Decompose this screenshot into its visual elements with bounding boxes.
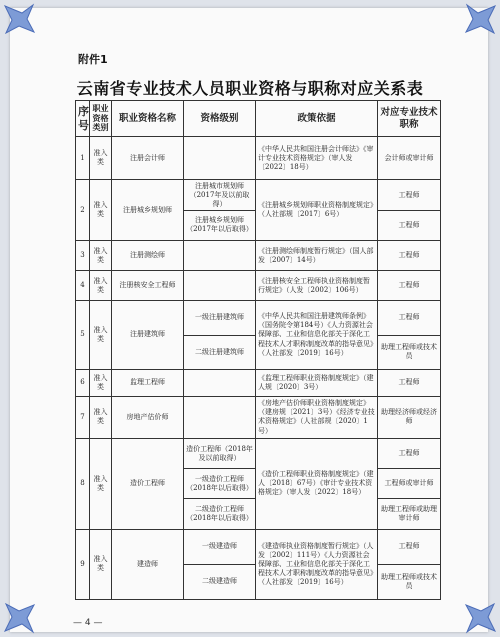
row-title: 工程师: [378, 271, 441, 301]
row-level: [184, 369, 256, 396]
table-row: [76, 137, 441, 180]
row-level: 二级造价工程师（2018年以后取得）: [184, 499, 256, 529]
row-seq: 9: [76, 529, 90, 600]
row-policy-basis: 《房地产估价师职业资格制度规定》（建房规〔2021〕3号）《经济专业技术资格规定》（人社部规〔2020〕1号）: [256, 396, 378, 438]
row-title: 助理工程师或助理审计师: [378, 499, 441, 529]
header-category: 职业资格类别: [90, 101, 112, 137]
row-level: 二级建造师: [184, 564, 256, 599]
page-number: — 4 —: [73, 618, 103, 628]
header-title-correspondence: 对应专业技术职称: [378, 101, 441, 137]
row-level: [184, 271, 256, 301]
row-level: 一级注册建筑师: [184, 301, 256, 335]
row-qualification-name: 注册城乡规划师: [112, 180, 184, 241]
row-level: 注册城乡规划师（2017年以后取得）: [184, 210, 256, 240]
row-policy-basis: 《中华人民共和国注册建筑师条例》（国务院令第184号）《人力资源社会保障部、工业和信息化部关于深化工程技术人才职称制度改革的指导意见》（人社部发〔2019〕16号）: [256, 301, 378, 369]
row-policy-basis: 《造价工程师职业资格制度规定》（建人〔2018〕67号）《审计专业技术资格规定》（审人发〔2022〕18号）: [256, 439, 378, 529]
row-title: 工程师: [378, 529, 441, 564]
row-title: 助理经济师或经济师: [378, 396, 441, 438]
row-title: 工程师: [378, 439, 441, 469]
row-qualification-name: 建造师: [112, 529, 184, 600]
row-seq: 5: [76, 301, 90, 369]
header-seq: 序号: [76, 101, 90, 137]
row-policy-basis: 《建造师执业资格制度暂行规定》（人发〔2002〕111号）《人力资源社会保障部、工业和信息化部关于深化工程技术人才职称制度改革的指导意见》（人社部发〔2019〕16号）: [256, 529, 378, 600]
row-category: 准入类: [90, 439, 112, 529]
row-title: 工程师: [378, 301, 441, 335]
row-title: 工程师或审计师: [378, 469, 441, 499]
row-level: 一级建造师: [184, 529, 256, 564]
row-title: 会计师或审计师: [378, 137, 441, 180]
table-row: [76, 396, 441, 438]
page-title: 云南省专业技术人员职业资格与职称对应关系表: [76, 79, 424, 98]
row-seq: 8: [76, 439, 90, 529]
attachment-label: 附件1: [78, 53, 108, 66]
row-qualification-name: 注册建筑师: [112, 301, 184, 369]
row-qualification-name: 监理工程师: [112, 369, 184, 396]
row-qualification-name: 注册核安全工程师: [112, 271, 184, 301]
table-row: [76, 241, 441, 271]
row-category: 准入类: [90, 301, 112, 369]
header-level: 资格级别: [184, 101, 256, 137]
row-qualification-name: 房地产估价师: [112, 396, 184, 438]
row-title: 助理工程师或技术员: [378, 335, 441, 369]
table-row: [76, 180, 441, 210]
row-title: 工程师: [378, 210, 441, 240]
row-category: 准入类: [90, 369, 112, 396]
table-header-row: [76, 101, 441, 137]
row-qualification-name: 造价工程师: [112, 439, 184, 529]
row-policy-basis: 《注册核安全工程师执业资格制度暂行规定》（人发〔2002〕106号）: [256, 271, 378, 301]
table-row: [76, 271, 441, 301]
row-level: [184, 241, 256, 271]
row-policy-basis: 《中华人民共和国注册会计师法》《审计专业技术资格规定》（审人发〔2022〕18号）: [256, 137, 378, 180]
row-policy-basis: 《注册测绘师制度暂行规定》（国人部发〔2007〕14号）: [256, 241, 378, 271]
row-title: 工程师: [378, 369, 441, 396]
header-qualification-name: 职业资格名称: [112, 101, 184, 137]
row-seq: 7: [76, 396, 90, 438]
row-policy-basis: 《注册城乡规划师职业资格制度规定》（人社部规〔2017〕6号）: [256, 180, 378, 241]
row-level: [184, 396, 256, 438]
row-seq: 1: [76, 137, 90, 180]
row-qualification-name: 注册会计师: [112, 137, 184, 180]
row-seq: 6: [76, 369, 90, 396]
row-level: 二级注册建筑师: [184, 335, 256, 369]
row-level: 注册城市规划师（2017年及以前取得）: [184, 180, 256, 210]
table-row: [76, 529, 441, 564]
row-level: [184, 137, 256, 180]
table-row: [76, 301, 441, 335]
row-category: 准入类: [90, 241, 112, 271]
table-row: [76, 369, 441, 396]
star-corner-decoration: [2, 601, 36, 635]
row-seq: 2: [76, 180, 90, 241]
star-corner-decoration: [2, 2, 36, 36]
row-level: 造价工程师（2018年及以前取得）: [184, 439, 256, 469]
star-corner-decoration: [464, 601, 498, 635]
row-category: 准入类: [90, 137, 112, 180]
star-corner-decoration: [464, 2, 498, 36]
row-seq: 4: [76, 271, 90, 301]
row-policy-basis: 《监理工程师职业资格制度规定》（建人规〔2020〕3号）: [256, 369, 378, 396]
row-category: 准入类: [90, 271, 112, 301]
row-qualification-name: 注册测绘师: [112, 241, 184, 271]
row-seq: 3: [76, 241, 90, 271]
table-row: [76, 439, 441, 469]
row-category: 准入类: [90, 180, 112, 241]
row-category: 准入类: [90, 529, 112, 600]
row-level: 一级造价工程师（2018年以后取得）: [184, 469, 256, 499]
qualification-table: [75, 100, 441, 600]
row-category: 准入类: [90, 396, 112, 438]
row-title: 工程师: [378, 241, 441, 271]
row-title: 工程师: [378, 180, 441, 210]
row-title: 助理工程师或技术员: [378, 564, 441, 599]
header-policy-basis: 政策依据: [256, 101, 378, 137]
